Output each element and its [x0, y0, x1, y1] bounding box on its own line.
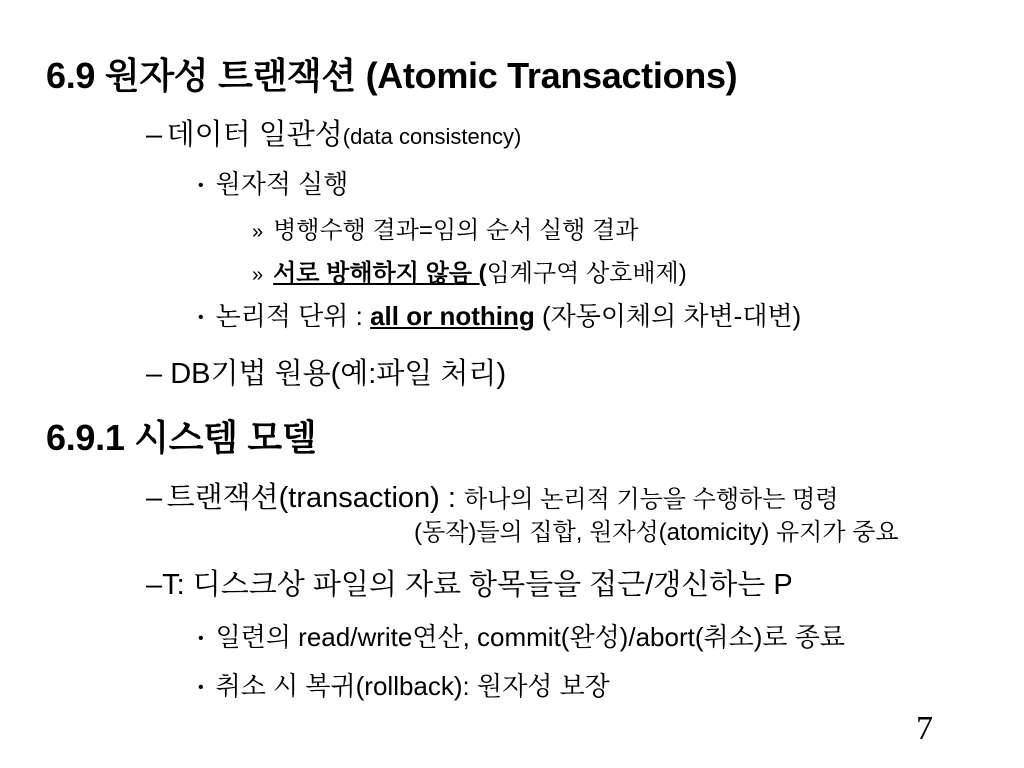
dash-marker: – [146, 358, 163, 390]
bullet-read-write-ops [198, 617, 845, 654]
dash-marker: – [146, 119, 163, 151]
dash-marker: – [146, 569, 163, 601]
concurrent-result-label: 병행수행 결과=임의 순서 실행 결과 [273, 217, 639, 244]
bullet-concurrent-result [252, 210, 638, 245]
read-write-ops-label: 일련의 read/write연산, commit(완성)/abort(취소)로 종료 [215, 622, 845, 652]
section-title-system-model: 6.9.1 시스템 모델 [46, 417, 317, 458]
db-technique-label: DB기법 원용(예:파일 처리) [170, 358, 507, 390]
dash-marker: – [146, 482, 163, 514]
transaction-label: 트랜잭션(transaction) : [166, 482, 464, 514]
transaction-t-label: T: 디스크상 파일의 자료 항목들을 접근/갱신하는 P [162, 569, 793, 601]
bullet-db-technique [146, 351, 506, 392]
bullet-transaction-t [146, 562, 793, 603]
data-consistency-label: 데이터 일관성 [166, 119, 343, 151]
critical-section-label: 임계구역 상호배제) [486, 260, 687, 287]
bullet-marker: • [198, 309, 204, 327]
bullet-marker: • [198, 177, 204, 195]
bullet-no-interference [252, 253, 687, 288]
sub-marker: » [252, 264, 264, 286]
atomic-execution-label: 원자적 실행 [215, 169, 349, 199]
bullet-data-consistency [146, 112, 521, 153]
section-title-atomic-transactions: 6.9 원자성 트랜잭션 (Atomic Transactions) [46, 55, 738, 96]
bullet-transaction-def [146, 475, 838, 516]
page-number: 7 [916, 710, 933, 747]
rollback-label: 취소 시 복귀(rollback): 원자성 보장 [215, 671, 610, 701]
bullet-marker: • [198, 679, 204, 697]
bullet-rollback [198, 666, 610, 703]
bullet-atomic-execution [198, 164, 348, 201]
sub-marker: » [252, 221, 264, 243]
transaction-def-continued: (동작)들의 집합, 원자성(atomicity) 유지가 중요 [414, 519, 899, 546]
transaction-def-text: 하나의 논리적 기능을 수행하는 명령 [464, 486, 839, 513]
logical-unit-label: 논리적 단위 : [215, 301, 371, 331]
all-or-nothing-emphasis: all or nothing [370, 301, 535, 331]
auto-transfer-label: (자동이체의 차변-대변) [534, 301, 802, 331]
no-interference-emphasis: 서로 방해하지 않음 ( [273, 260, 487, 287]
bullet-marker: • [198, 630, 204, 648]
bullet-logical-unit [198, 296, 801, 333]
data-consistency-paren: (data consistency) [342, 124, 522, 149]
